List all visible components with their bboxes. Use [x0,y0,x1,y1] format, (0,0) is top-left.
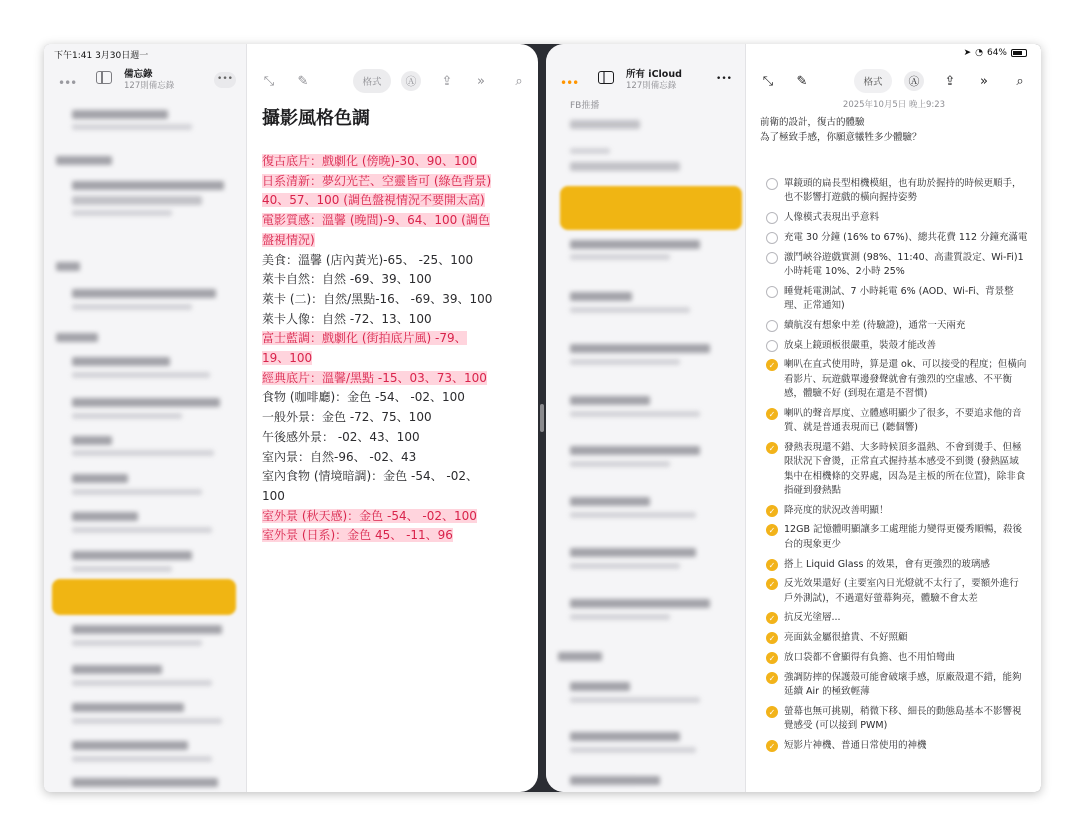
list-item[interactable] [72,625,222,634]
list-item[interactable] [72,372,210,378]
checklist-item-text: 喇叭在直式使用時，算是還 ok、可以接受的程度；但橫向看影片、玩遊戲單邊發聲就會有強烈的空虛感、不平衡感，體驗不好 (到現在還是不習慣) [784,359,1027,400]
line-text: 食物 (咖啡廳)：金色 -54、 -02、100 [262,390,465,405]
note-intro-line: 前衛的設計，復古的體驗 [760,117,865,128]
checklist-item-text: 強調防摔的保護殼可能會破壞手感，原廠殼還不錯，能夠延續 Air 的極致輕薄 [784,671,1022,698]
checklist-item-text: 12GB 記憶體明顯讓多工處理能力變得更優秀順暢，殺後台的現象更少 [784,524,1022,550]
highlighted-text: 富士藍調：戲劇化 (街拍底片風) -79、 [262,331,467,346]
checklist [760,177,1028,753]
checked-checkbox-icon[interactable]: ✓ [766,740,778,752]
note-body[interactable] [760,98,1028,759]
list-item[interactable] [72,680,212,686]
checked-checkbox-icon[interactable]: ✓ [766,559,778,571]
list-item[interactable] [570,599,710,608]
notes-app-right [546,44,1041,792]
line-text: 室內景：自然-96、 -02、43 [262,449,417,464]
unchecked-checkbox-icon[interactable] [766,212,778,224]
folder-count: 127則備忘錄 [124,81,175,91]
list-item[interactable] [72,304,192,310]
checked-checkbox-icon[interactable]: ✓ [766,612,778,624]
list-item[interactable] [570,776,660,785]
note-intro-line: 為了極致手感，你願意犧牲多少體驗？ [760,132,922,143]
checklist-item [760,211,1028,225]
collapse-arrows-icon[interactable]: ⤡ [762,73,774,89]
list-item[interactable] [72,718,222,724]
note-line [262,428,532,448]
sidebar-header [546,66,745,96]
note-line [262,526,532,546]
checklist-item [760,358,1028,401]
checklist-item [760,441,1028,498]
checklist-item [760,739,1028,753]
compose-icon[interactable]: ✎ [297,73,309,89]
highlighted-text: 室外景 (秋天感)：金色 -54、 -02、100 [262,508,477,523]
list-item[interactable] [570,240,700,249]
checklist-item-text: 單鏡頭的扁長型相機模組，也有助於握持的時候更順手，也不影響打遊戲的橫向握持姿勢 [784,178,1022,204]
line-text: 室內食物 (情境暗調)：金色 -54、 -02、 [262,469,479,484]
battery-percent: 64% [986,48,1007,58]
note-lines [262,152,532,546]
list-item[interactable] [570,292,632,301]
unchecked-checkbox-icon[interactable] [766,320,778,332]
list-item[interactable] [570,344,710,353]
checklist-item-text: 放桌上鏡頭板很嚴重，裝殼才能改善 [784,339,937,351]
note-line [262,290,532,310]
search-icon[interactable]: ⌕ [515,73,523,89]
notes-app-left [44,44,538,792]
checklist-item-text: 充電 30 分鐘 (16% to 67%)、總共花費 112 分鐘充滿電 [784,231,1028,243]
checklist-item [760,705,1028,734]
checklist-item [760,504,1028,518]
note-body[interactable] [262,104,532,546]
checked-checkbox-icon[interactable]: ✓ [766,672,778,684]
note-line [262,329,532,349]
list-item[interactable] [56,262,80,271]
list-item[interactable] [72,665,162,674]
list-item[interactable] [72,398,220,407]
list-item[interactable] [72,756,212,762]
checklist-item-text: 放口袋都不會顯得有負擔、也不用怕彎曲 [784,652,956,664]
highlighted-text: 室外景 (日系)：金色 45、 -11、96 [262,528,453,543]
sidebar-header [44,66,246,96]
checked-checkbox-icon[interactable]: ✓ [766,505,778,517]
highlighted-text: 40、57、100 (調色盤視情況不要開太高) [262,193,485,208]
note-line [262,152,532,172]
checklist-item-text: 降亮度的狀況改善明顯！ [784,504,889,516]
selected-note[interactable] [52,579,236,615]
note-line [262,270,532,290]
note-line [262,349,532,369]
note-line [262,388,532,408]
list-item[interactable] [72,436,112,445]
list-item[interactable] [72,551,192,560]
list-item[interactable] [72,527,212,533]
note-line [262,369,532,389]
sidebar-toggle-icon[interactable] [96,71,112,84]
status-time: 下午1:41 3月30日週一 [54,51,149,61]
note-line [262,251,532,271]
list-item[interactable] [72,413,182,419]
notes-list-sidebar [44,44,247,792]
list-item[interactable] [570,732,680,741]
note-line [262,191,532,211]
list-item[interactable] [72,181,224,190]
line-text: 萊卡人像：自然 -72、13、100 [262,311,432,326]
list-item[interactable] [570,359,680,365]
checklist-item [760,231,1028,245]
checklist-item [760,319,1028,333]
highlighted-text: 19、100 [262,351,313,366]
list-item[interactable] [570,497,650,506]
highlighted-text: 經典底片：溫馨/黑點 -15、03、73、100 [262,370,487,385]
list-item[interactable] [570,461,670,467]
checked-checkbox-icon[interactable]: ✓ [766,442,778,454]
folder-title: 備忘錄 [124,69,153,80]
list-item[interactable] [570,307,690,313]
checklist-item-text: 搭上 Liquid Glass 的效果，會有更強烈的玻璃感 [784,558,990,570]
checklist-item [760,177,1028,206]
list-item[interactable] [570,682,630,691]
list-item[interactable] [72,778,218,787]
more-options-button[interactable]: ••• [716,74,732,84]
note-line [262,172,532,192]
format-button[interactable]: 格式 [854,69,892,93]
checklist-item [760,407,1028,436]
note-line [262,310,532,330]
format-button[interactable]: 格式 [353,69,391,93]
note-line [262,448,532,468]
list-item[interactable] [72,210,172,216]
checklist-item [760,285,1028,314]
list-item[interactable] [570,512,696,518]
highlighted-text: 電影質感：溫馨 (晚間)-9、64、100 (調色 [262,213,490,228]
search-icon[interactable]: ⌕ [1016,73,1024,89]
note-toolbar [746,64,1041,98]
checked-checkbox-icon[interactable]: ✓ [766,706,778,718]
unchecked-checkbox-icon[interactable] [766,252,778,264]
list-item[interactable] [72,196,202,205]
list-item[interactable] [570,254,670,260]
unchecked-checkbox-icon[interactable] [766,178,778,190]
line-text: 一般外景：金色 -72、75、100 [262,410,432,425]
checklist-item-text: 反光效果還好 (主要室內日光燈就不太行了，要額外進行戶外測試)，不過還好螢幕夠亮，體驗不會太差 [784,578,1019,604]
list-item[interactable] [570,697,700,703]
checklist-item-text: 睡覺耗電測試、7 小時耗電 6% (AOD、Wi-Fi、背景整理、正常通知) [784,285,1014,312]
note-line [262,487,532,507]
list-item[interactable] [72,110,168,119]
list-item[interactable] [570,563,680,569]
checked-checkbox-icon[interactable]: ✓ [766,359,778,371]
checklist-item-text: 喇叭的聲音厚度、立體感明顯少了很多，不要追求他的音質、就是普通表現而已 (聽個響) [784,407,1022,434]
section-header: FB推播 [570,101,600,111]
checklist-item-text: 抗反光塗層... [784,612,841,624]
checked-checkbox-icon[interactable]: ✓ [766,632,778,644]
list-item[interactable] [56,333,98,342]
list-item[interactable] [570,396,650,405]
folder-title: 所有 iCloud [626,69,682,80]
list-item[interactable] [570,162,680,171]
status-indicators [964,48,1027,58]
checklist-item-text: 螢幕也無可挑剔，稍微下移、細長的動態島基本不影響視覺感受 (可以接到 PWM) [784,705,1022,732]
list-item[interactable] [56,156,112,165]
list-item[interactable] [570,148,610,154]
checklist-item [760,523,1028,552]
checklist-item-text: 短影片神機、普通日常使用的神機 [784,740,927,751]
line-text: 100 [262,488,285,503]
checklist-item [760,558,1028,572]
checklist-item [760,611,1028,625]
checklist-item [760,651,1028,665]
share-icon[interactable]: ⇪ [944,73,956,89]
more-chevron-icon[interactable]: » [980,73,988,89]
compose-icon[interactable]: ✎ [796,73,808,89]
selected-note[interactable] [560,186,742,230]
line-text: 午後感外景： -02、43、100 [262,429,420,444]
checklist-item [760,339,1028,353]
list-item[interactable] [72,512,138,521]
list-item[interactable] [570,446,700,455]
list-item[interactable] [72,474,128,483]
checked-checkbox-icon[interactable]: ✓ [766,652,778,664]
checklist-item [760,251,1028,280]
location-icon: ➤ [963,48,972,58]
notes-list-sidebar [546,44,746,792]
battery-icon [1011,49,1027,57]
list-item[interactable] [72,640,202,646]
checklist-item-text: 亮面鈦金屬很搶貴、不好照顧 [784,632,908,644]
list-item[interactable] [72,489,202,495]
checklist-item-text: 人像模式表現出乎意料 [784,212,880,224]
more-options-button[interactable]: ••• [214,72,236,88]
line-text: 美食：溫馨 (店內黃光)-65、 -25、100 [262,252,474,267]
wifi-icon: ◔ [975,48,983,58]
list-item[interactable] [570,120,640,129]
note-title: 攝影風格色調 [262,108,370,129]
line-text: 萊卡自然：自然 -69、39、100 [262,272,432,287]
window-menu-icon[interactable]: ••• [560,76,579,90]
checklist-item-text: 發熱表現還不錯、大多時候頂多溫熱、不會到燙手、但極限狀況下會燙，正常直式握持基本感受不到燙 (發熱區域集中在相機條的交界處，因為是主板的所在位置)，除非食指碰到發熱點 [784,441,1026,496]
more-chevron-icon[interactable]: » [477,73,485,89]
list-item[interactable] [72,124,192,130]
ipad-screen [44,44,1041,792]
split-view-divider[interactable] [540,404,544,432]
note-line [262,211,532,231]
list-item[interactable] [570,747,696,753]
note-toolbar [247,64,538,98]
unchecked-checkbox-icon[interactable] [766,340,778,352]
list-item[interactable] [72,703,184,712]
highlighted-text: 盤視情況) [262,232,315,247]
note-line [262,467,532,487]
list-item[interactable] [72,289,216,298]
list-item[interactable] [72,450,214,456]
unchecked-checkbox-icon[interactable] [766,232,778,244]
unchecked-checkbox-icon[interactable] [766,286,778,298]
folder-count: 127則備忘錄 [626,81,677,91]
line-text: 萊卡 (二)：自然/黑點-16、 -69、39、100 [262,291,493,306]
collapse-arrows-icon[interactable]: ⤡ [263,73,275,89]
sidebar-toggle-icon[interactable] [598,71,614,84]
checked-checkbox-icon[interactable]: ✓ [766,578,778,590]
checked-checkbox-icon[interactable]: ✓ [766,524,778,536]
highlighted-text: 日系清新：夢幻光芒、空靈皆可 (綠色背景) [262,173,492,188]
list-item[interactable] [570,548,696,557]
markup-icon[interactable]: Ⓐ [902,69,926,93]
highlighted-text: 復古底片：戲劇化 (傍晚)-30、90、100 [262,154,477,168]
list-item[interactable] [72,741,188,750]
checklist-item [760,671,1028,700]
markup-icon[interactable]: Ⓐ [399,69,423,93]
list-item[interactable] [558,652,602,661]
checklist-item-text: 續航沒有想象中差 (待驗證)，通常一天兩充 [784,319,966,331]
note-line [262,408,532,428]
list-item[interactable] [570,411,700,417]
checked-checkbox-icon[interactable]: ✓ [766,408,778,420]
checklist-item [760,631,1028,645]
note-date: 2025年10月5日 晚上9:23 [842,100,946,110]
checklist-item-text: 激鬥峽谷遊戲實測 (98%、11:40、高畫質設定、Wi-Fi)1小時耗電 10%、2小時 25% [784,251,1024,277]
list-item[interactable] [72,566,172,572]
list-item[interactable] [570,614,670,620]
checklist-item [760,577,1028,606]
list-item[interactable] [72,357,170,366]
window-menu-icon[interactable]: ••• [58,76,77,90]
share-icon[interactable]: ⇪ [441,73,453,89]
note-line [262,507,532,527]
note-line [262,231,532,251]
